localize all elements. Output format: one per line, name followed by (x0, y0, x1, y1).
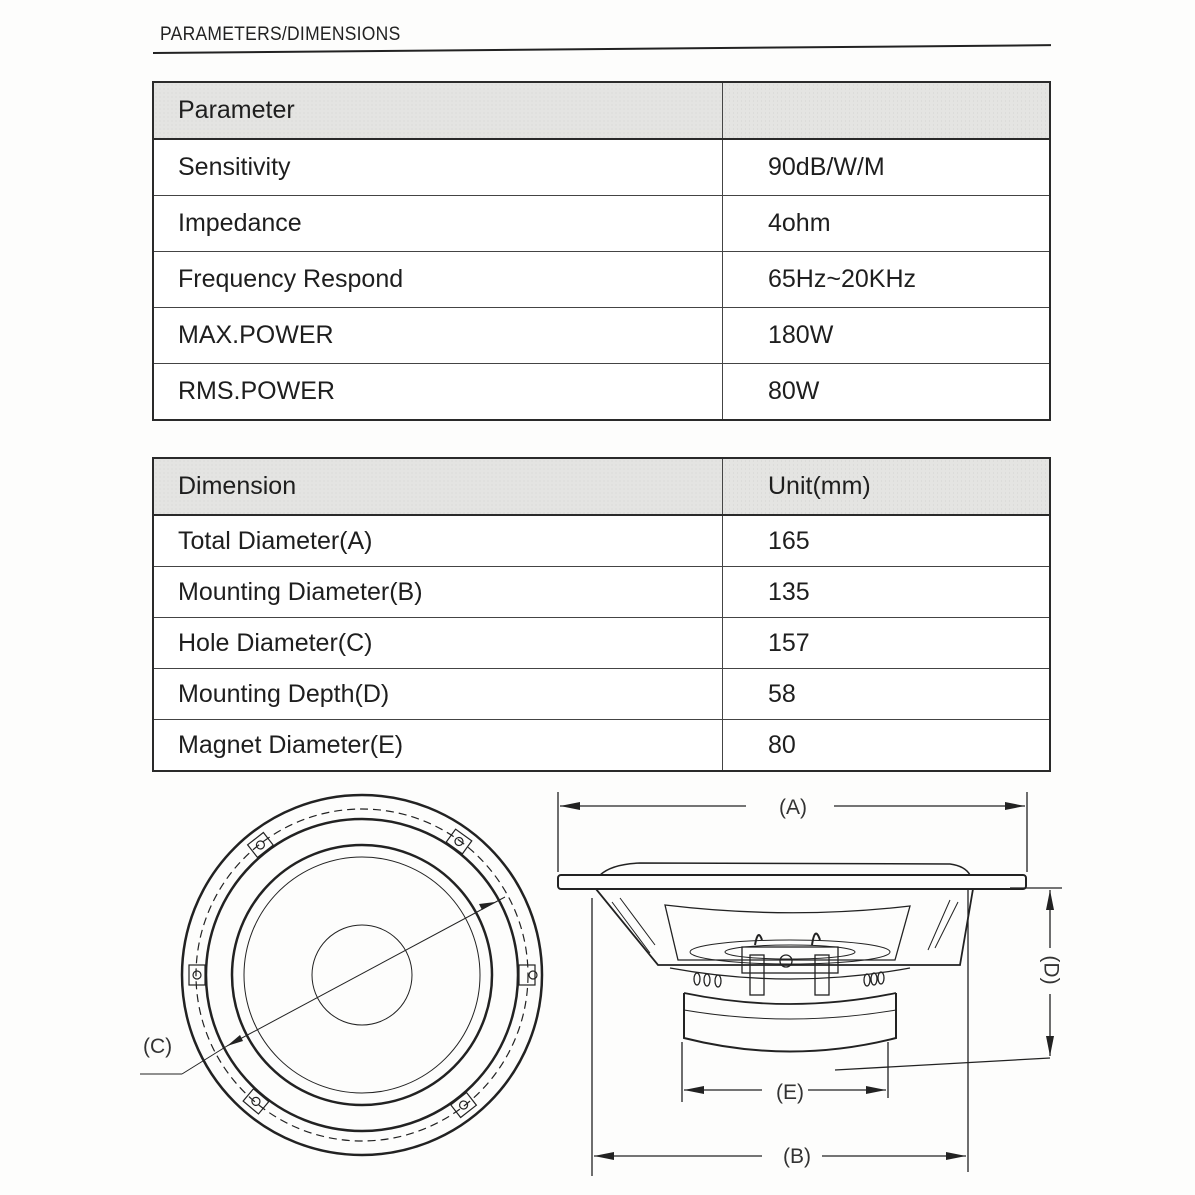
dimensions-table (152, 457, 1051, 772)
dimension-label-a: (A) (779, 796, 807, 819)
speaker-side-view-drawing (550, 780, 1090, 1190)
param-value: 90dB/W/M (723, 139, 1051, 196)
dimension-label-d: (D) (1039, 955, 1063, 985)
param-value: 80W (723, 364, 1051, 421)
param-value: 65Hz~20KHz (723, 252, 1051, 308)
param-label: Impedance (153, 196, 723, 252)
header-dimension: Dimension (153, 458, 723, 515)
table-row (153, 720, 1050, 772)
param-value: 4ohm (723, 196, 1051, 252)
dim-value: 135 (723, 567, 1051, 618)
arrowhead-icon (1005, 802, 1025, 810)
table-row (153, 669, 1050, 720)
dim-label: Hole Diameter(C) (153, 618, 723, 669)
dimension-label-b: (B) (783, 1145, 811, 1168)
header-value (723, 82, 1051, 139)
header-parameter: Parameter (153, 82, 723, 139)
arrowhead-icon (946, 1152, 966, 1160)
arrowhead-icon (560, 802, 580, 810)
dim-label: Total Diameter(A) (153, 515, 723, 567)
table-row (153, 252, 1050, 308)
dimension-label-e: (E) (776, 1081, 804, 1104)
page-title: PARAMETERS/DIMENSIONS (160, 24, 401, 45)
arrowhead-icon (479, 902, 495, 910)
table-row (153, 515, 1050, 567)
dim-label: Mounting Diameter(B) (153, 567, 723, 618)
table-row (153, 196, 1050, 252)
parameters-table (152, 81, 1051, 421)
table-row (153, 567, 1050, 618)
arrowhead-icon (684, 1086, 704, 1094)
table-header-row (153, 82, 1050, 139)
table-row (153, 308, 1050, 364)
param-label: RMS.POWER (153, 364, 723, 421)
table-row (153, 618, 1050, 669)
header-unit: Unit(mm) (723, 458, 1051, 515)
dim-value: 157 (723, 618, 1051, 669)
param-value: 180W (723, 308, 1051, 364)
speaker-front-view-drawing (130, 780, 560, 1190)
dim-value: 80 (723, 720, 1051, 772)
param-label: Frequency Respond (153, 252, 723, 308)
arrowhead-icon (1046, 1036, 1054, 1056)
table-row (153, 139, 1050, 196)
param-label: MAX.POWER (153, 308, 723, 364)
dim-value: 58 (723, 669, 1051, 720)
arrowhead-icon (866, 1086, 886, 1094)
dim-value: 165 (723, 515, 1051, 567)
dimension-label-c: (C) (143, 1035, 173, 1058)
dim-label: Magnet Diameter(E) (153, 720, 723, 772)
table-header-row (153, 458, 1050, 515)
param-label: Sensitivity (153, 139, 723, 196)
table-row (153, 364, 1050, 421)
arrowhead-icon (594, 1152, 614, 1160)
dim-label: Mounting Depth(D) (153, 669, 723, 720)
arrowhead-icon (1046, 890, 1054, 910)
arrowhead-icon (227, 1035, 243, 1046)
